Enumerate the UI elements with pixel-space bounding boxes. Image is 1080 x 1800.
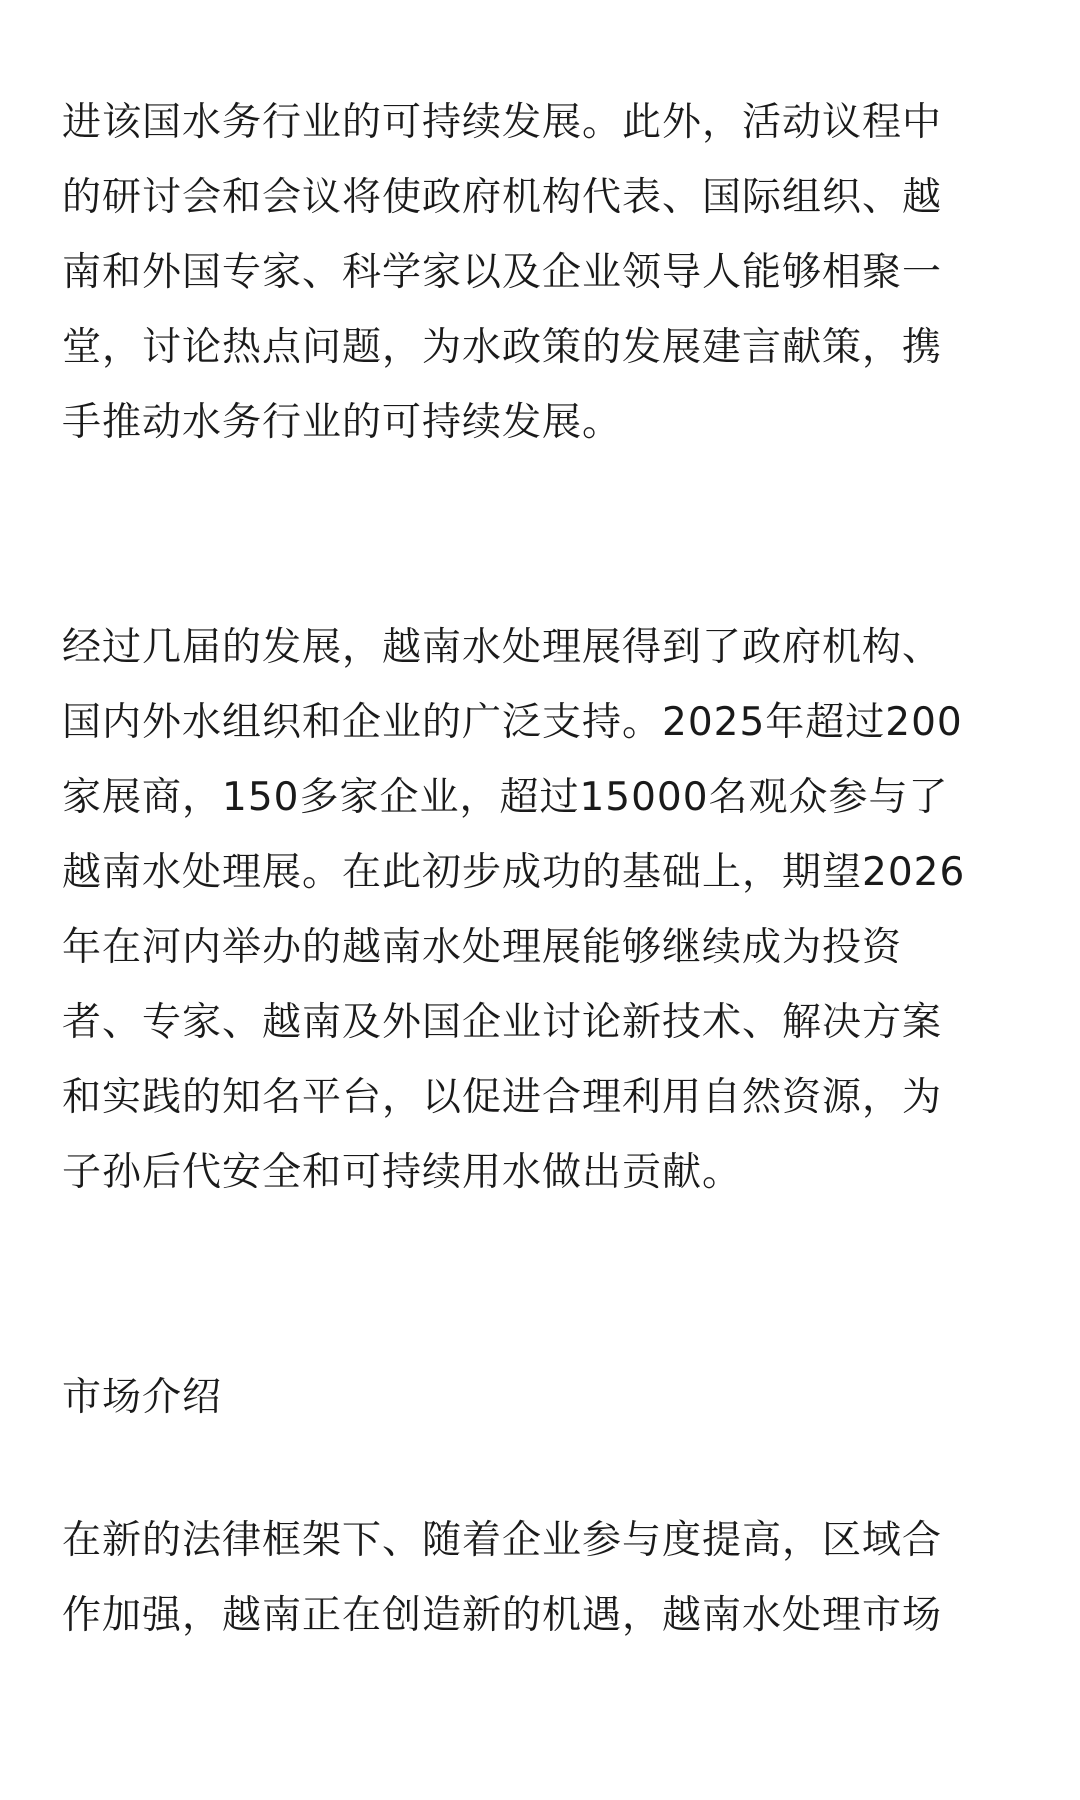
text-line: 南和外国专家、科学家以及企业领导人能够相聚一 — [62, 250, 943, 295]
section-heading-market-intro: 市场介绍 — [62, 1375, 223, 1420]
paragraph-market-intro — [62, 1503, 1022, 1653]
text-line: 的研讨会和会议将使政府机构代表、国际组织、越 — [62, 175, 943, 220]
text-line: 越南水处理展。在此初步成功的基础上，期望2026 — [62, 850, 966, 895]
paragraph-sustainable-development — [62, 85, 1022, 460]
text-line: 子孙后代安全和可持续用水做出贡献。 — [62, 1150, 743, 1195]
text-line: 年在河内举办的越南水处理展能够继续成为投资 — [62, 925, 903, 970]
text-line: 堂，讨论热点问题，为水政策的发展建言献策，携 — [62, 325, 943, 370]
text-line: 进该国水务行业的可持续发展。此外，活动议程中 — [62, 100, 943, 145]
text-line: 家展商，150多家企业，超过15000名观众参与了 — [62, 775, 949, 820]
text-line: 在新的法律框架下、随着企业参与度提高，区域合 — [62, 1518, 943, 1563]
article-body — [62, 85, 1022, 1653]
text-line: 手推动水务行业的可持续发展。 — [62, 400, 623, 445]
paragraph-exhibition-development — [62, 610, 1022, 1210]
text-line: 和实践的知名平台，以促进合理利用自然资源，为 — [62, 1075, 943, 1120]
text-line: 国内外水组织和企业的广泛支持。2025年超过200 — [62, 700, 963, 745]
text-line: 者、专家、越南及外国企业讨论新技术、解决方案 — [62, 1000, 943, 1045]
text-line: 作加强，越南正在创造新的机遇，越南水处理市场 — [62, 1593, 943, 1638]
text-line: 经过几届的发展，越南水处理展得到了政府机构、 — [62, 625, 943, 670]
